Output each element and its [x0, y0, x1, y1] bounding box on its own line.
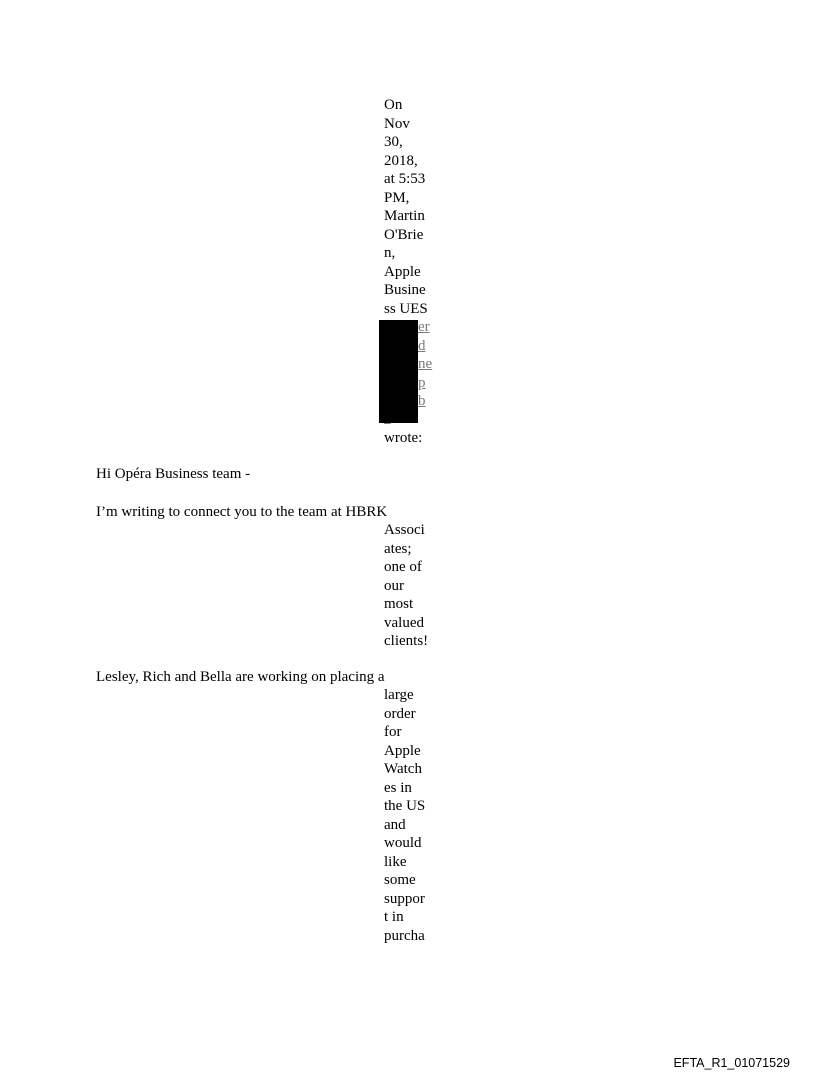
attribution-line: PM,	[384, 189, 410, 206]
paragraph-line: es in	[384, 779, 412, 796]
redaction-box	[379, 320, 418, 423]
paragraph-line: some	[384, 872, 416, 888]
attribution-line: 30,	[384, 134, 403, 150]
greeting: Hi Opéra Business team -	[96, 466, 251, 482]
email-link-fragment[interactable]: d	[418, 337, 426, 354]
paragraph-1-first-line: I’m writing to connect you to the team at HBRK	[96, 504, 388, 520]
email-attribution-block	[384, 96, 428, 318]
paragraph-1-column	[384, 521, 428, 651]
paragraph-line: Associ	[384, 522, 425, 538]
paragraph-line: suppor	[384, 890, 425, 907]
attribution-line: Martin	[384, 208, 425, 224]
paragraph-line: Watch	[384, 761, 422, 777]
paragraph-2-column	[384, 686, 425, 945]
paragraph-line: order	[384, 705, 416, 722]
paragraph-line: like	[384, 853, 407, 870]
attribution-line: ss UES	[384, 300, 428, 317]
paragraph-line: for	[384, 724, 402, 740]
email-link-fragment[interactable]: b	[418, 393, 426, 409]
paragraph-line: clients!	[384, 633, 429, 649]
document-id: EFTA_R1_01071529	[673, 1056, 790, 1070]
attribution-line: 2018,	[384, 152, 418, 169]
paragraph-line: and	[384, 816, 406, 833]
attribution-line: at 5:53	[384, 171, 426, 187]
paragraph-line: purcha	[384, 927, 425, 944]
paragraph-line: t in	[384, 909, 404, 925]
paragraph-line: Apple	[384, 742, 421, 759]
attribution-line: O'Brie	[384, 226, 424, 243]
paragraph-line: large	[384, 687, 414, 703]
attribution-line: n,	[384, 245, 396, 261]
attribution-line: Apple	[384, 263, 421, 280]
paragraph-line: valued	[384, 614, 424, 631]
email-link-fragment[interactable]: ne	[418, 356, 433, 372]
email-link-fragment[interactable]: er	[418, 319, 430, 335]
attribution-line: On	[384, 97, 403, 113]
attribution-line: Nov	[384, 115, 410, 132]
paragraph-line: one of	[384, 559, 422, 575]
attribution-line: Busine	[384, 282, 426, 298]
wrote-label: wrote:	[384, 430, 423, 446]
paragraph-line: ates;	[384, 540, 412, 557]
paragraph-line: the US	[384, 798, 426, 814]
wrote-line	[384, 429, 422, 448]
paragraph-2-first-line: Lesley, Rich and Bella are working on placing a	[96, 669, 385, 685]
paragraph-line: our	[384, 577, 404, 594]
paragraph-line: would	[384, 835, 422, 851]
email-link-fragment[interactable]: p	[418, 374, 426, 391]
paragraph-line: most	[384, 596, 414, 612]
email-address-link[interactable]	[418, 318, 432, 411]
